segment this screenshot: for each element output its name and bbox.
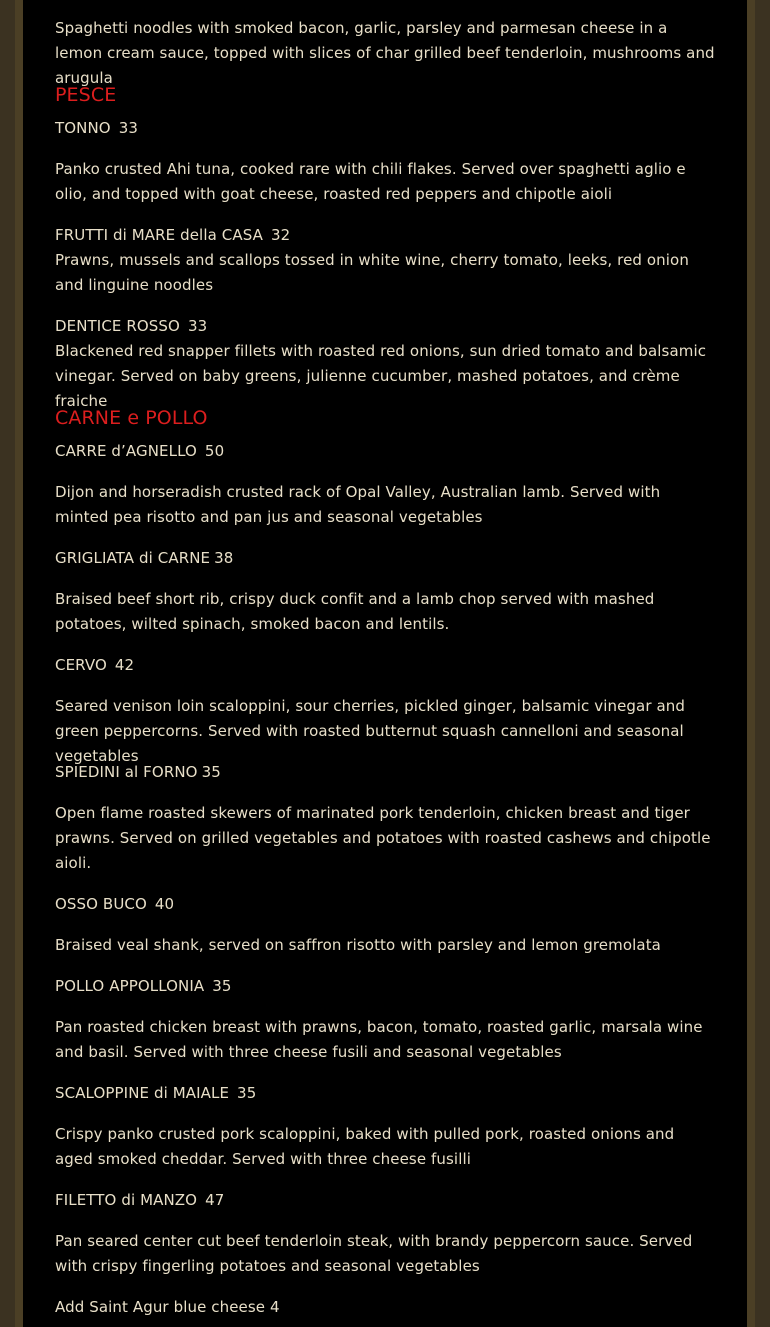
dish-title (55, 760, 221, 785)
dish-name: GRIGLIATA di CARNE (55, 549, 211, 567)
intro-description: Spaghetti noodles with smoked bacon, garlic, parsley and parmesan cheese in a lemon cream sauce, topped with slices of char grilled beef tenderloin, mushrooms and arugula (55, 19, 715, 87)
dish-title (55, 1188, 224, 1213)
dish-price: 35 (237, 1084, 257, 1102)
dish-name: FILETTO di MANZO (55, 1191, 198, 1209)
dish-title (55, 1081, 256, 1106)
dish-price: 35 (212, 977, 232, 995)
dish-price: 50 (204, 442, 225, 460)
right-border (747, 0, 755, 1327)
dish-name: SCALOPPINE di MAIALE (55, 1084, 230, 1102)
dish-description: Braised veal shank, served on saffron risotto with parsley and lemon gremolata (55, 936, 661, 954)
dish-description: Dijon and horseradish crusted rack of Opal Valley, Australian lamb. Served with minted pea risotto and pan jus and seasonal vegetables (55, 483, 661, 526)
dish-price: 33 (118, 119, 139, 137)
dish-price: 42 (114, 656, 135, 674)
dish-price: 35 (201, 763, 221, 781)
dish-name: CARRE d’AGNELLO (55, 442, 197, 460)
dish-description: Seared venison loin scaloppini, sour cherries, pickled ginger, balsamic vinegar and green peppercorns. Served with roasted butternut squash cannelloni and seasonal vegetables (55, 697, 685, 765)
dish-title (55, 439, 224, 464)
dish-description: Pan roasted chicken breast with prawns, bacon, tomato, roasted garlic, marsala wine and basil. Served with three cheese fusili and seasonal vegetables (55, 1018, 703, 1061)
dish-price: 38 (214, 549, 234, 567)
dish-title (55, 653, 134, 678)
dish-price: 40 (154, 895, 175, 913)
dish-description: Prawns, mussels and scallops tossed in white wine, cherry tomato, leeks, red onion and linguine noodles (55, 251, 689, 294)
dish-name: FRUTTI di MARE della CASA (55, 226, 263, 244)
dish-name: DENTICE ROSSO (55, 317, 180, 335)
dish-title (55, 314, 207, 339)
dish-description: Open flame roasted skewers of marinated pork tenderloin, chicken breast and tiger prawns. Served on grilled vegetables and potatoes with roasted cashews and chipotle aioli. (55, 804, 711, 872)
dish-price: 33 (187, 317, 208, 335)
dish-price: 32 (270, 226, 291, 244)
left-border (15, 0, 23, 1327)
dish-description: Blackened red snapper fillets with roasted red onions, sun dried tomato and balsamic vinegar. Served on baby greens, julienne cucumber, mashed potatoes, and crème fraiche (55, 342, 707, 410)
dish-price: 47 (205, 1191, 225, 1209)
section-title-carne-e-pollo: CARNE e POLLO (55, 407, 208, 429)
dish-name: POLLO APPOLLONIA (55, 977, 205, 995)
dish-name: TONNO (55, 119, 111, 137)
addon-note: Add Saint Agur blue cheese 4 (55, 1298, 280, 1316)
dish-name: CERVO (55, 656, 107, 674)
dish-title (55, 546, 233, 571)
dish-name: SPIEDINI al FORNO (55, 763, 198, 781)
dish-description: Braised beef short rib, crispy duck confit and a lamb chop served with mashed potatoes, wilted spinach, smoked bacon and lentils. (55, 590, 655, 633)
dish-title (55, 223, 290, 248)
dish-description: Panko crusted Ahi tuna, cooked rare with chili flakes. Served over spaghetti aglio e olio, and topped with goat cheese, roasted red peppers and chipotle aioli (55, 160, 686, 203)
dish-title (55, 892, 174, 917)
section-title-pesce: PESCE (55, 84, 117, 106)
dish-title (55, 974, 232, 999)
dish-description: Pan seared center cut beef tenderloin steak, with brandy peppercorn sauce. Served with crispy fingerling potatoes and seasonal vegetables (55, 1232, 693, 1275)
dish-description: Crispy panko crusted pork scaloppini, baked with pulled pork, roasted onions and aged smoked cheddar. Served with three cheese fusilli (55, 1125, 675, 1168)
dish-title (55, 116, 138, 141)
dish-name: OSSO BUCO (55, 895, 147, 913)
